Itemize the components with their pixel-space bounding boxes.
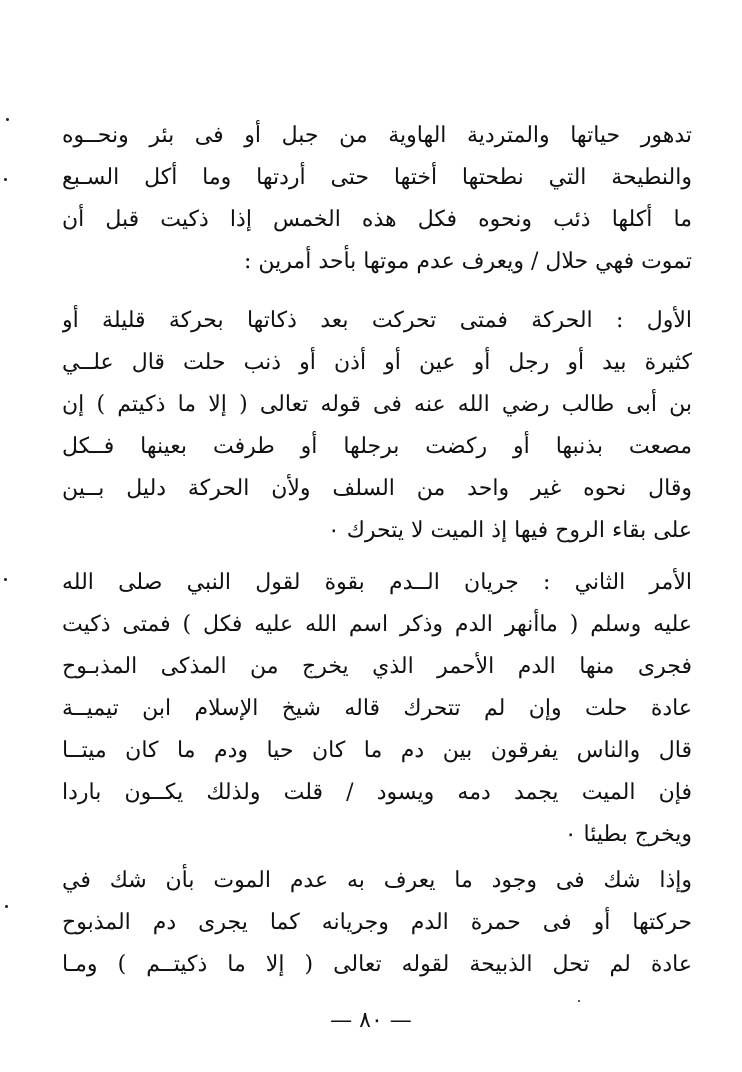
text-line: تموت فهي حلال / ويعرف عدم موتها بأحد أمرين : xyxy=(244,249,692,274)
text-line: عادة حلت وإن لم تتحرك قاله شيخ الإسلام ابن تيميــة xyxy=(62,696,692,721)
text-line: على بقاء الروح فيها إذ الميت لا يتحرك ٠ xyxy=(327,518,692,543)
paragraph-2 xyxy=(62,300,692,552)
text-line: بن أبى طالب رضي الله عنه فى قوله تعالى ( إلا ما ذكيتم ) إن xyxy=(62,392,692,417)
text-line: ويخرج بطيئا ٠ xyxy=(564,822,692,847)
text-line: عليه وسلم ( ماأنهر الدم وذكر اسم الله عليه فكل ) فمتى ذكيت xyxy=(62,612,692,637)
scan-speck xyxy=(4,178,7,181)
text-line: وإذا شك فى وجود ما يعرف به عدم الموت بأن شك في xyxy=(62,868,692,893)
text-line: حركتها أو فى حمرة الدم وجريانه كما يجرى دم المذبوح xyxy=(62,910,692,935)
text-line: قال والناس يفرقون بين دم ما كان حيا ودم ما كان ميتــا xyxy=(62,738,692,763)
text-line: عادة لم تحل الذبيحة لقوله تعالى ( إلا ما ذكيتــم ) ومـا xyxy=(62,952,692,977)
page-number: — ٨٠ — xyxy=(330,1008,412,1033)
text-line: الأمر الثاني : جريان الــدم بقوة لقول النبي صلى الله xyxy=(62,570,692,595)
scan-speck xyxy=(4,578,7,581)
scan-speck xyxy=(6,118,9,121)
text-line: تدهور حياتها والمتردية الهاوية من جبل أو فى بئر ونحــوه xyxy=(62,123,692,148)
text-line: والنطيحة التي نطحتها أختها حتى أردتها وما أكل السـبع xyxy=(62,165,692,190)
scan-speck xyxy=(5,905,8,908)
text-line: ما أكلها ذئب ونحوه فكل هذه الخمس إذا ذكيت قبل أن xyxy=(62,207,692,232)
text-line: مصعت بذنبها أو ركضت برجلها أو طرفت بعينها فــكل xyxy=(62,434,692,459)
scan-speck xyxy=(578,1000,580,1002)
paragraph-3 xyxy=(62,562,692,856)
text-line: كثيرة بيد أو رجل أو عين أو أذن أو ذنب حلت قال علــي xyxy=(62,350,692,375)
paragraph-1 xyxy=(62,115,692,283)
paragraph-4 xyxy=(62,860,692,986)
text-line: فجرى منها الدم الأحمر الذي يخرج من المذكى المذبـوح xyxy=(62,654,692,679)
text-line: فإن الميت يجمد دمه ويسود / قلت ولذلك يكــون باردا xyxy=(62,780,692,805)
text-line: الأول : الحركة فمتى تحركت بعد ذكاتها بحركة قليلة أو xyxy=(62,308,692,333)
text-line: وقال نحوه غير واحد من السلف ولأن الحركة دليل بــين xyxy=(62,476,692,501)
